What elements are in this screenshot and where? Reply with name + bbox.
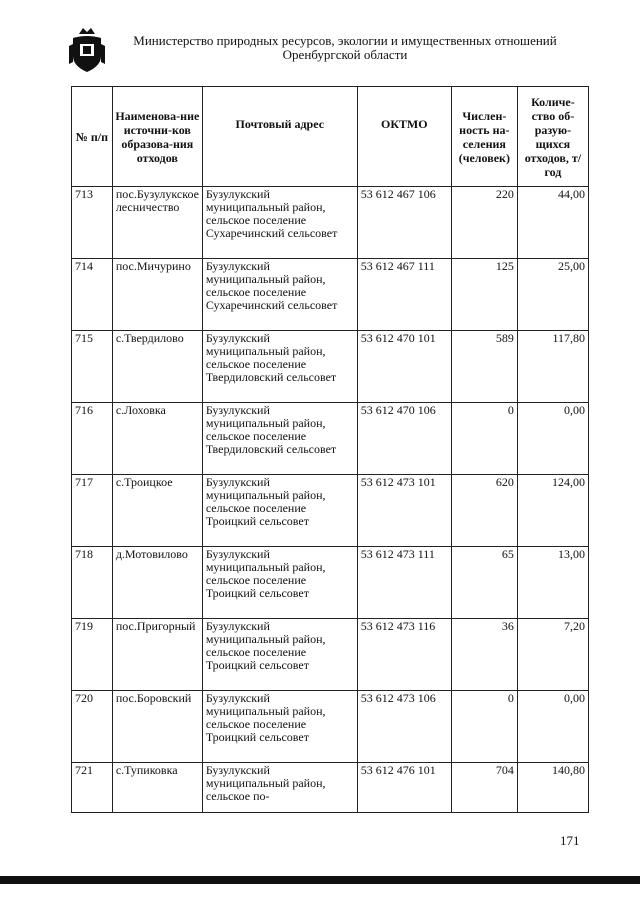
ministry-name: Министерство природных ресурсов, экологии и имущественных отношений xyxy=(133,33,557,48)
postal-address: Бузулукский муниципальный район, сельское поселение Твердиловский сельсовет xyxy=(202,403,357,475)
population-count: 704 xyxy=(451,763,517,813)
header-amount: Количе-ство об-разую-щихся отходов, т/год xyxy=(517,87,588,187)
waste-amount: 25,00 xyxy=(517,259,588,331)
coat-of-arms-icon xyxy=(69,26,105,74)
postal-address: Бузулукский муниципальный район, сельское поселение Троицкий сельсовет xyxy=(202,619,357,691)
oktmo-code: 53 612 470 101 xyxy=(357,331,451,403)
oktmo-code: 53 612 473 111 xyxy=(357,547,451,619)
source-name: с.Твердилово xyxy=(112,331,202,403)
header-oktmo: ОКТМО xyxy=(357,87,451,187)
row-number: 718 xyxy=(72,547,113,619)
source-name: с.Лоховка xyxy=(112,403,202,475)
row-number: 719 xyxy=(72,619,113,691)
waste-amount: 0,00 xyxy=(517,403,588,475)
table-header-row xyxy=(72,87,589,187)
row-number: 715 xyxy=(72,331,113,403)
header-population: Числен-ность на-селения (человек) xyxy=(451,87,517,187)
oktmo-code: 53 612 473 101 xyxy=(357,475,451,547)
population-count: 620 xyxy=(451,475,517,547)
table-row xyxy=(72,691,589,763)
table-row xyxy=(72,547,589,619)
oktmo-code: 53 612 467 106 xyxy=(357,187,451,259)
source-name: с.Троицкое xyxy=(112,475,202,547)
oktmo-code: 53 612 476 101 xyxy=(357,763,451,813)
row-number: 721 xyxy=(72,763,113,813)
oktmo-code: 53 612 467 111 xyxy=(357,259,451,331)
postal-address: Бузулукский муниципальный район, сельское поселение Сухаречинский сельсовет xyxy=(202,259,357,331)
postal-address: Бузулукский муниципальный район, сельское по- xyxy=(202,763,357,813)
row-number: 713 xyxy=(72,187,113,259)
page-number: 171 xyxy=(560,833,580,848)
waste-sources-table xyxy=(71,86,589,813)
header-source: Наименова-ние источни-ков образова-ния отходов xyxy=(112,87,202,187)
table-row xyxy=(72,763,589,813)
source-name: пос.Пригорный xyxy=(112,619,202,691)
footer-rule xyxy=(0,876,640,884)
waste-amount: 7,20 xyxy=(517,619,588,691)
row-number: 716 xyxy=(72,403,113,475)
row-number: 717 xyxy=(72,475,113,547)
table-row xyxy=(72,403,589,475)
postal-address: Бузулукский муниципальный район, сельское поселение Троицкий сельсовет xyxy=(202,547,357,619)
source-name: пос.Мичурино xyxy=(112,259,202,331)
source-name: с.Тупиковка xyxy=(112,763,202,813)
waste-amount: 0,00 xyxy=(517,691,588,763)
population-count: 36 xyxy=(451,619,517,691)
waste-amount: 44,00 xyxy=(517,187,588,259)
source-name: пос.Бузулукское лесничество xyxy=(112,187,202,259)
oktmo-code: 53 612 470 106 xyxy=(357,403,451,475)
population-count: 589 xyxy=(451,331,517,403)
population-count: 0 xyxy=(451,691,517,763)
postal-address: Бузулукский муниципальный район, сельское поселение Троицкий сельсовет xyxy=(202,475,357,547)
table-row xyxy=(72,475,589,547)
waste-amount: 117,80 xyxy=(517,331,588,403)
table-row xyxy=(72,187,589,259)
population-count: 0 xyxy=(451,403,517,475)
header-address: Почтовый адрес xyxy=(202,87,357,187)
row-number: 720 xyxy=(72,691,113,763)
table-row xyxy=(72,619,589,691)
population-count: 65 xyxy=(451,547,517,619)
table-row xyxy=(72,259,589,331)
row-number: 714 xyxy=(72,259,113,331)
header-no: № п/п xyxy=(72,87,113,187)
postal-address: Бузулукский муниципальный район, сельское поселение Твердиловский сельсовет xyxy=(202,331,357,403)
oktmo-code: 53 612 473 116 xyxy=(357,619,451,691)
table-row xyxy=(72,331,589,403)
source-name: д.Мотовилово xyxy=(112,547,202,619)
source-name: пос.Боровский xyxy=(112,691,202,763)
population-count: 220 xyxy=(451,187,517,259)
postal-address: Бузулукский муниципальный район, сельское поселение Сухаречинский сельсовет xyxy=(202,187,357,259)
postal-address: Бузулукский муниципальный район, сельское поселение Троицкий сельсовет xyxy=(202,691,357,763)
oktmo-code: 53 612 473 106 xyxy=(357,691,451,763)
waste-amount: 124,00 xyxy=(517,475,588,547)
region-name: Оренбургской области xyxy=(282,47,408,62)
population-count: 125 xyxy=(451,259,517,331)
ministry-header xyxy=(115,34,575,62)
waste-amount: 140,80 xyxy=(517,763,588,813)
waste-amount: 13,00 xyxy=(517,547,588,619)
